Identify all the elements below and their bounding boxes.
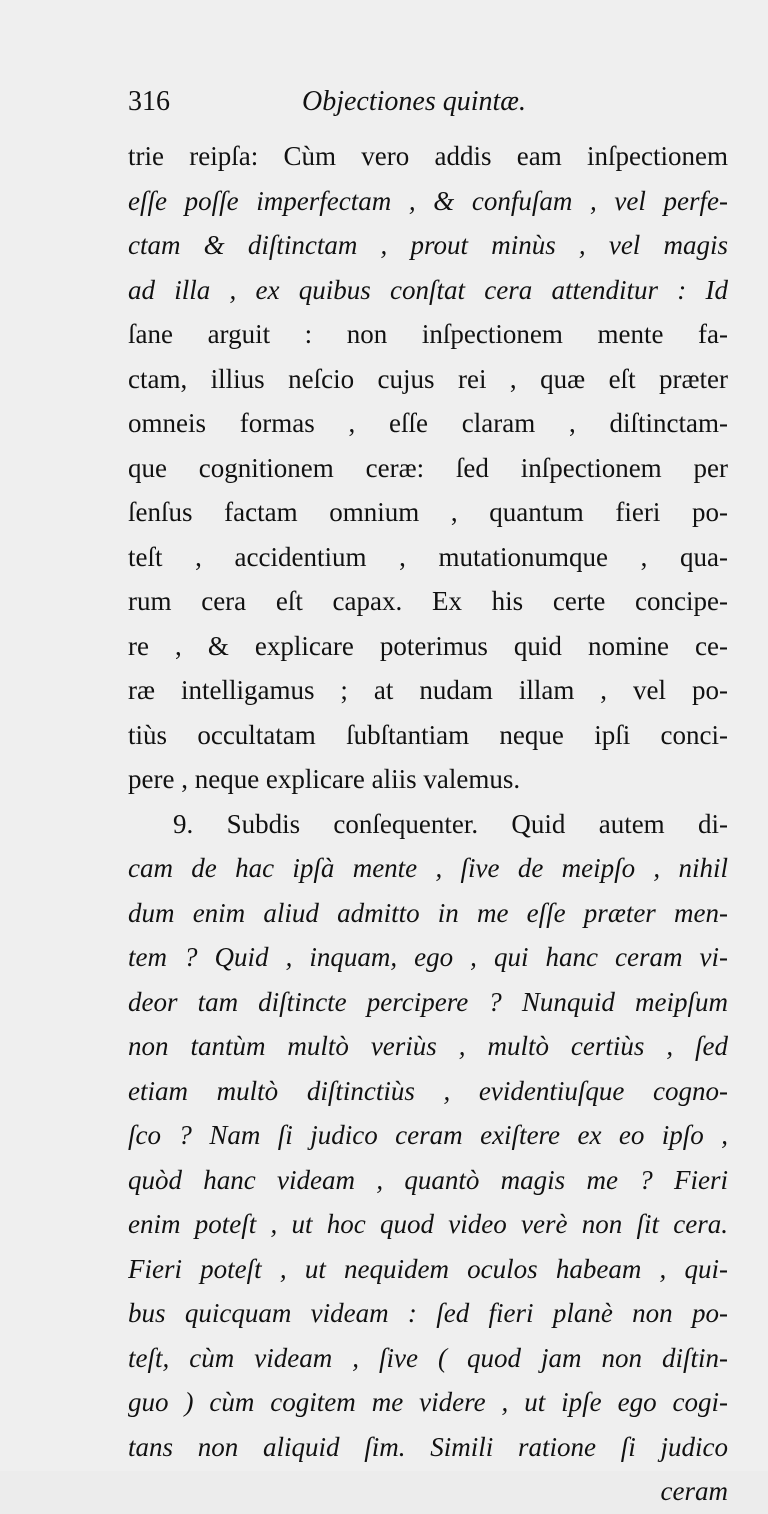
text-line: tem ? Quid , inquam, ego , qui hanc ceram vi- [128,942,728,972]
text-line: bus quicquam videam : ſed fieri planè non po- [128,1298,728,1328]
text-line: trie reipſa: Cùm vero addis eam inſpectionem [128,141,728,171]
running-head: Objectiones quintæ. [302,86,526,117]
catchword: ceram [660,1476,728,1506]
text-line: ctam & diſtinctam , prout minùs , vel magis [128,230,728,260]
text-line: omneis formas , eſſe claram , diſtinctam- [128,408,728,438]
text-line: quòd hanc videam , quantò magis me ? Fieri [128,1164,728,1195]
text-line: teſt , accidentium , mutationumque , qua- [128,541,728,572]
page-number: 316 [128,86,170,117]
text-line: dum enim aliud admitto in me eſſe præter men- [128,897,728,928]
page-header [128,86,728,126]
text-line: tiùs occultatam ſubſtantiam neque ipſi conci- [128,719,728,750]
text-line: non tantùm multò veriùs , multò certiùs , ſed [128,1031,728,1061]
text-line: Fieri poteſt , ut nequidem oculos habeam , qui- [128,1253,728,1284]
text-line: cam de hac ipſà mente , ſive de meipſo , nihil [128,853,728,883]
body-text [128,134,728,1514]
text-line: etiam multò diſtinctiùs , evidentiuſque cogno- [128,1075,728,1106]
text-line: enim poteſt , ut hoc quod video verè non ſit cera. [128,1209,728,1239]
text-line: ſenſus factam omnium , quantum fieri po- [128,497,728,527]
text-line: ſco ? Nam ſi judico ceram exiſtere ex eo ipſo , [128,1120,728,1150]
text-line: ctam, illius neſcio cujus rei , quæ eſt præter [128,363,728,394]
text-line: deor tam diſtincte percipere ? Nunquid meipſum [128,986,728,1017]
text-line: eſſe poſſe imperfectam , & confuſam , vel perfe- [128,185,728,216]
text-line: 9. Subdis conſequenter. Quid autem di- [173,808,728,839]
text-line: pere , neque explicare aliis valemus. [128,764,521,794]
text-line: ræ intelligamus ; at nudam illam , vel po- [128,675,728,705]
text-line: ſane arguit : non inſpectionem mente fa- [128,319,728,349]
text-line: rum cera eſt capax. Ex his certe concipe- [128,586,728,616]
text-line: que cognitionem ceræ: ſed inſpectionem per [128,452,728,483]
text-line: tans non aliquid ſim. Simili ratione ſi judico [128,1431,728,1462]
text-line: ad illa , ex quibus conſtat cera attenditur : Id [128,274,728,305]
text-line: teſt, cùm videam , ſive ( quod jam non diſtin- [128,1342,728,1373]
text-line: re , & explicare poterimus quid nomine ce- [128,630,728,661]
text-line: guo ) cùm cogitem me videre , ut ipſe ego cogi- [128,1387,728,1417]
